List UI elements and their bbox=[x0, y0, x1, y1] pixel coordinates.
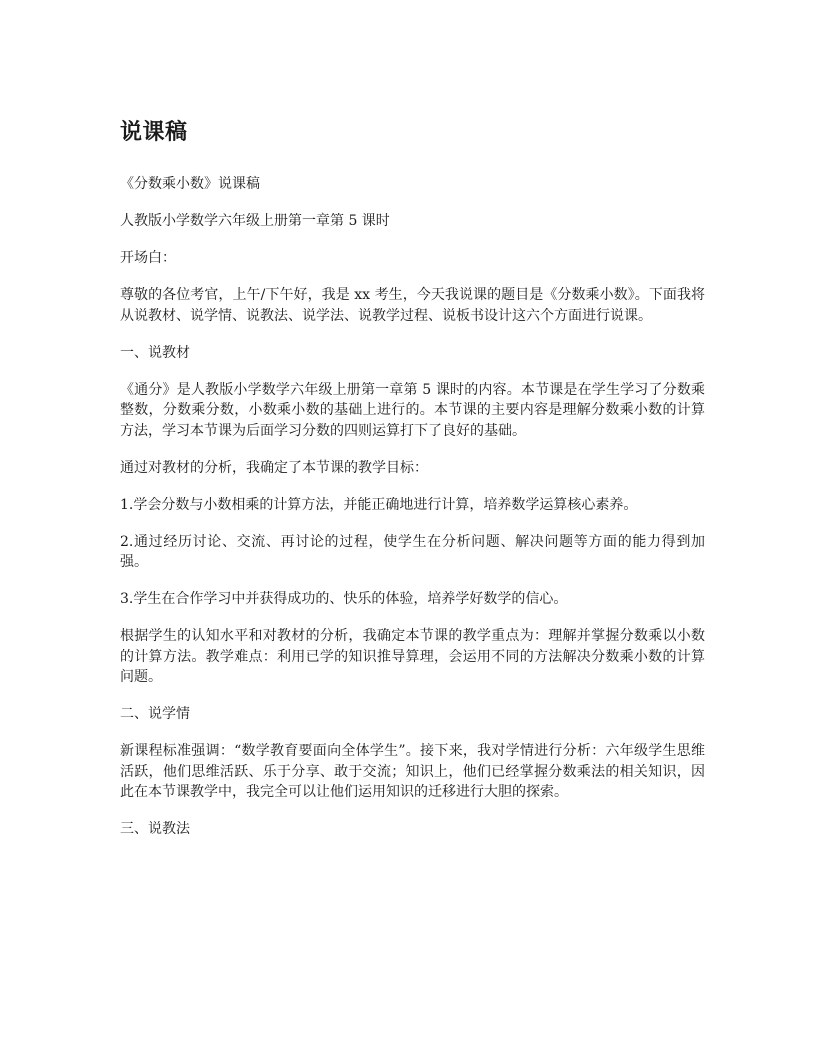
section-heading-students: 二、说学情 bbox=[120, 706, 190, 722]
objective-item-3: 3.学生在合作学习中并获得成功的、快乐的体验，培养学好数学的信心。 bbox=[120, 591, 568, 607]
textbook-paragraph: 《通分》是人教版小学数学六年级上册第一章第 5 课时的内容。本节课是在学生学习了分数乘整数，分数乘分数，小数乘小数的基础上进行的。本节课的主要内容是理解分数乘小数的计算方法，学习本节课为后面学习分数的四则运算打下了良好的基础。 bbox=[120, 381, 705, 439]
opening-heading: 开场白： bbox=[120, 250, 176, 266]
lesson-title: 《分数乘小数》说课稿 bbox=[120, 176, 260, 192]
key-points-paragraph: 根据学生的认知水平和对教材的分析，我确定本节课的教学重点为：理解并掌握分数乘以小数的计算方法。教学难点：利用已学的知识推导算理，会运用不同的方法解决分数乘小数的计算问题。 bbox=[120, 628, 705, 685]
objective-item-2: 2.通过经历讨论、交流、再讨论的过程，使学生在分析问题、解决问题等方面的能力得到加强。 bbox=[120, 533, 705, 570]
opening-paragraph: 尊敬的各位考官，上午/下午好，我是 xx 考生，今天我说课的题目是《分数乘小数》。下面我将从说教材、说学情、说教法、说学法、说教学过程、说板书设计这六个方面进行说课。 bbox=[120, 287, 705, 324]
objectives-intro: 通过对教材的分析，我确定了本节课的教学目标： bbox=[120, 459, 428, 476]
objective-item-1: 1.学会分数与小数相乘的计算方法，并能正确地进行计算，培养数学运算核心素养。 bbox=[120, 496, 638, 513]
textbook-info: 人教版小学数学六年级上册第一章第 5 课时 bbox=[120, 213, 390, 229]
section-heading-teaching-method: 三、说教法 bbox=[120, 821, 190, 837]
students-paragraph: 新课程标准强调：“数学教育要面向全体学生”。接下来，我对学情进行分析：六年级学生思维活跃，他们思维活跃、乐于分享、敢于交流；知识上，他们已经掌握分数乘法的相关知识，因此在本节课教学中，我完全可以让他们运用知识的迁移进行大胆的探索。 bbox=[120, 743, 705, 800]
document-body bbox=[120, 118, 705, 856]
section-heading-textbook: 一、说教材 bbox=[120, 344, 190, 361]
document-title: 说课稿 bbox=[120, 120, 188, 145]
